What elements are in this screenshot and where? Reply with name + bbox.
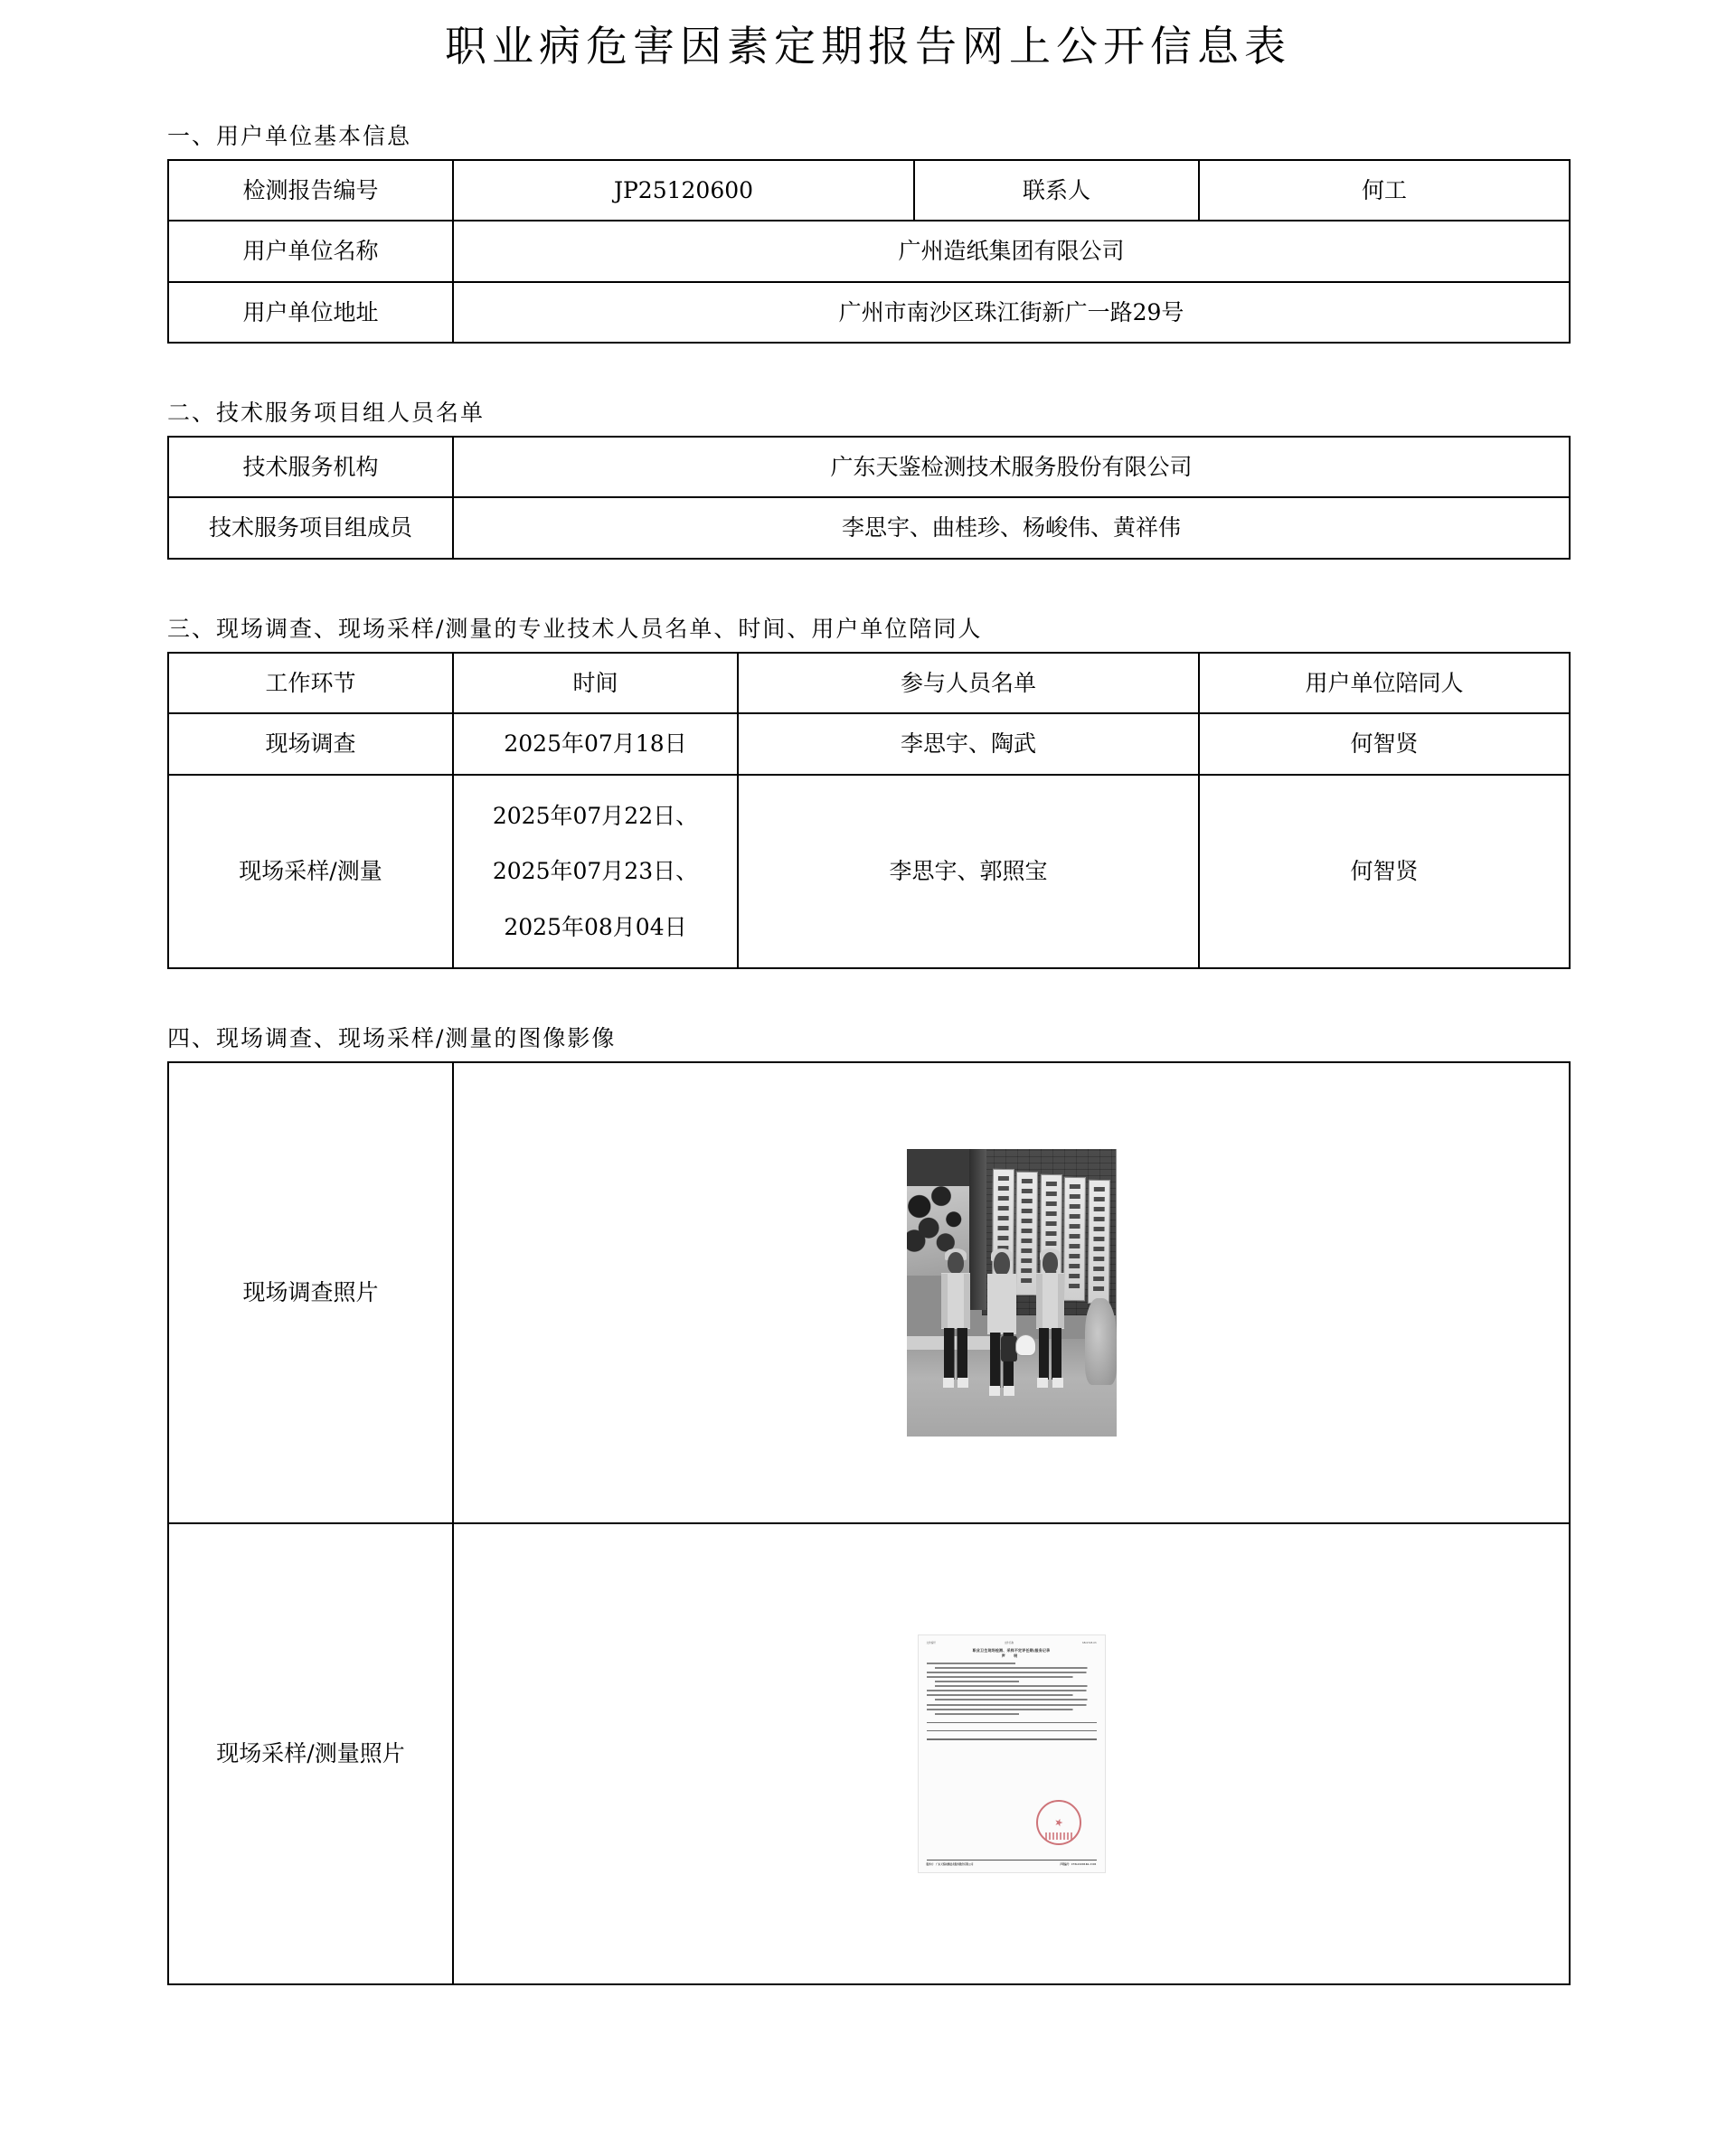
photo-safety-helmet bbox=[1015, 1334, 1036, 1356]
column-header-accompanier: 用户单位陪同人 bbox=[1199, 653, 1570, 714]
photo-head bbox=[948, 1252, 963, 1274]
scan-title: 职业卫生现场检测、采样不定评任期/服务记录 bbox=[972, 1647, 1051, 1653]
section-2-heading: 二、技术服务项目组人员名单 bbox=[167, 400, 486, 427]
scan-subtitle: 声 明 bbox=[1001, 1653, 1022, 1658]
scan-header-mid: 文件名称 bbox=[1004, 1641, 1014, 1644]
survey-photo-label: 现场调查照片 bbox=[168, 1062, 453, 1523]
survey-photo-cell bbox=[453, 1062, 1570, 1523]
participants-value: 李思宇、郭照宝 bbox=[738, 775, 1199, 969]
section-4-heading: 四、现场调查、现场采样/测量的图像影像 bbox=[167, 1025, 617, 1052]
members-label: 技术服务项目组成员 bbox=[168, 497, 453, 559]
stage-value: 现场采样/测量 bbox=[168, 775, 453, 969]
scan-blank-line bbox=[927, 1738, 1097, 1739]
section-3-heading: 三、现场调查、现场采样/测量的专业技术人员名单、时间、用户单位陪同人 bbox=[167, 615, 983, 642]
photo-shoes bbox=[1037, 1378, 1062, 1387]
scan-blank-line bbox=[927, 1730, 1097, 1731]
column-header-time: 时间 bbox=[453, 653, 738, 714]
photo-head bbox=[1043, 1252, 1058, 1274]
table-row bbox=[168, 282, 1570, 344]
photo-head bbox=[994, 1252, 1009, 1275]
members-value: 李思宇、曲桂珍、杨峻伟、黄祥伟 bbox=[453, 497, 1570, 559]
signboard bbox=[1088, 1180, 1110, 1304]
photo-person-right bbox=[1033, 1252, 1068, 1387]
report-no-label: 检测报告编号 bbox=[168, 160, 453, 221]
contact-label: 联系人 bbox=[914, 160, 1199, 221]
scan-blank-line bbox=[927, 1722, 1097, 1723]
accompanier-value: 何智贤 bbox=[1199, 775, 1570, 969]
scan-text-line bbox=[935, 1713, 1097, 1715]
table-row bbox=[168, 497, 1570, 559]
time-line: 2025年08月04日 bbox=[504, 913, 687, 940]
scan-text-line bbox=[927, 1676, 1097, 1678]
scan-text-line bbox=[927, 1690, 1097, 1691]
scan-text-line bbox=[935, 1685, 1097, 1687]
official-seal-stamp bbox=[1036, 1800, 1081, 1845]
agency-label: 技术服务机构 bbox=[168, 437, 453, 498]
table-row bbox=[168, 1523, 1570, 1984]
scan-header-right: SB-ST28-03 bbox=[1081, 1641, 1097, 1644]
section-1-heading: 一、用户单位基本信息 bbox=[167, 122, 412, 149]
scan-header bbox=[927, 1642, 1097, 1645]
table-row bbox=[168, 775, 1570, 969]
agency-value: 广东天鉴检测技术服务股份有限公司 bbox=[453, 437, 1570, 498]
column-header-stage: 工作环节 bbox=[168, 653, 453, 714]
basic-info-table bbox=[167, 159, 1571, 344]
table-row bbox=[168, 221, 1570, 282]
table-header-row bbox=[168, 653, 1570, 714]
scan-text-line bbox=[935, 1681, 1097, 1682]
photo-vest bbox=[1036, 1274, 1065, 1328]
scan-footer-rule bbox=[927, 1860, 1097, 1861]
photo-holder bbox=[461, 1537, 1561, 1971]
spacer bbox=[167, 969, 1569, 1023]
scan-footer-row bbox=[927, 1863, 1097, 1867]
spacer bbox=[167, 344, 1569, 398]
photo-torso bbox=[987, 1274, 1016, 1334]
address-label: 用户单位地址 bbox=[168, 282, 453, 344]
table-row bbox=[168, 713, 1570, 775]
sampling-measurement-photo bbox=[918, 1634, 1106, 1873]
photo-shoes bbox=[989, 1386, 1014, 1396]
photo-holder bbox=[461, 1076, 1561, 1510]
spacer bbox=[167, 560, 1569, 614]
table-row bbox=[168, 1062, 1570, 1523]
photo-vest bbox=[941, 1274, 970, 1328]
scan-footer bbox=[927, 1860, 1097, 1867]
sampling-photo-alt bbox=[1012, 1747, 1013, 1748]
sampling-photo-label: 现场采样/测量照片 bbox=[168, 1523, 453, 1984]
scan-text-line bbox=[935, 1667, 1097, 1669]
document-body bbox=[0, 74, 1736, 1985]
time-line: 2025年07月23日、 bbox=[492, 858, 699, 885]
spacer bbox=[167, 74, 1569, 121]
column-header-participants: 参与人员名单 bbox=[738, 653, 1199, 714]
scan-text-line bbox=[927, 1694, 1097, 1696]
participants-value: 李思宇、陶武 bbox=[738, 713, 1199, 775]
sampling-photo-cell bbox=[453, 1523, 1570, 1984]
page-title: 职业病危害因素定期报告网上公开信息表 bbox=[445, 22, 1291, 71]
scan-text-line bbox=[927, 1672, 1097, 1673]
table-row bbox=[168, 437, 1570, 498]
company-label: 用户单位名称 bbox=[168, 221, 453, 282]
scan-text-line bbox=[927, 1663, 1097, 1664]
report-no-value: JP25120600 bbox=[453, 160, 914, 221]
table-row bbox=[168, 160, 1570, 221]
photo-legs bbox=[1039, 1328, 1061, 1380]
accompanier-value: 何智贤 bbox=[1199, 713, 1570, 775]
service-team-table bbox=[167, 436, 1571, 560]
time-value: 2025年07月18日 bbox=[453, 713, 738, 775]
company-value: 广州造纸集团有限公司 bbox=[453, 221, 1570, 282]
photo-stone-lion bbox=[1085, 1298, 1117, 1384]
time-value-multiline bbox=[453, 775, 738, 969]
address-value: 广州市南沙区珠江街新广一路29号 bbox=[453, 282, 1570, 344]
contact-value: 何工 bbox=[1199, 160, 1570, 221]
scan-footer-right: 声明编号：CY8.2320146-1101 bbox=[1059, 1862, 1097, 1866]
scan-header-left: 文件编号 bbox=[926, 1641, 936, 1644]
time-line: 2025年07月22日、 bbox=[492, 802, 699, 829]
photo-legs bbox=[944, 1328, 967, 1380]
scan-text-line bbox=[935, 1699, 1097, 1700]
photo-person-left bbox=[938, 1252, 973, 1387]
photo-person-center bbox=[984, 1252, 1019, 1396]
survey-schedule-table bbox=[167, 652, 1571, 970]
scan-footer-left: 服务方：广东天鉴检测技术服务股份有限公司 bbox=[926, 1862, 974, 1866]
site-survey-photo bbox=[907, 1149, 1117, 1437]
scan-text-line bbox=[927, 1704, 1097, 1706]
photo-shoes bbox=[943, 1378, 968, 1387]
scan-text-line bbox=[927, 1709, 1097, 1710]
stage-value: 现场调查 bbox=[168, 713, 453, 775]
image-evidence-table bbox=[167, 1061, 1571, 1985]
